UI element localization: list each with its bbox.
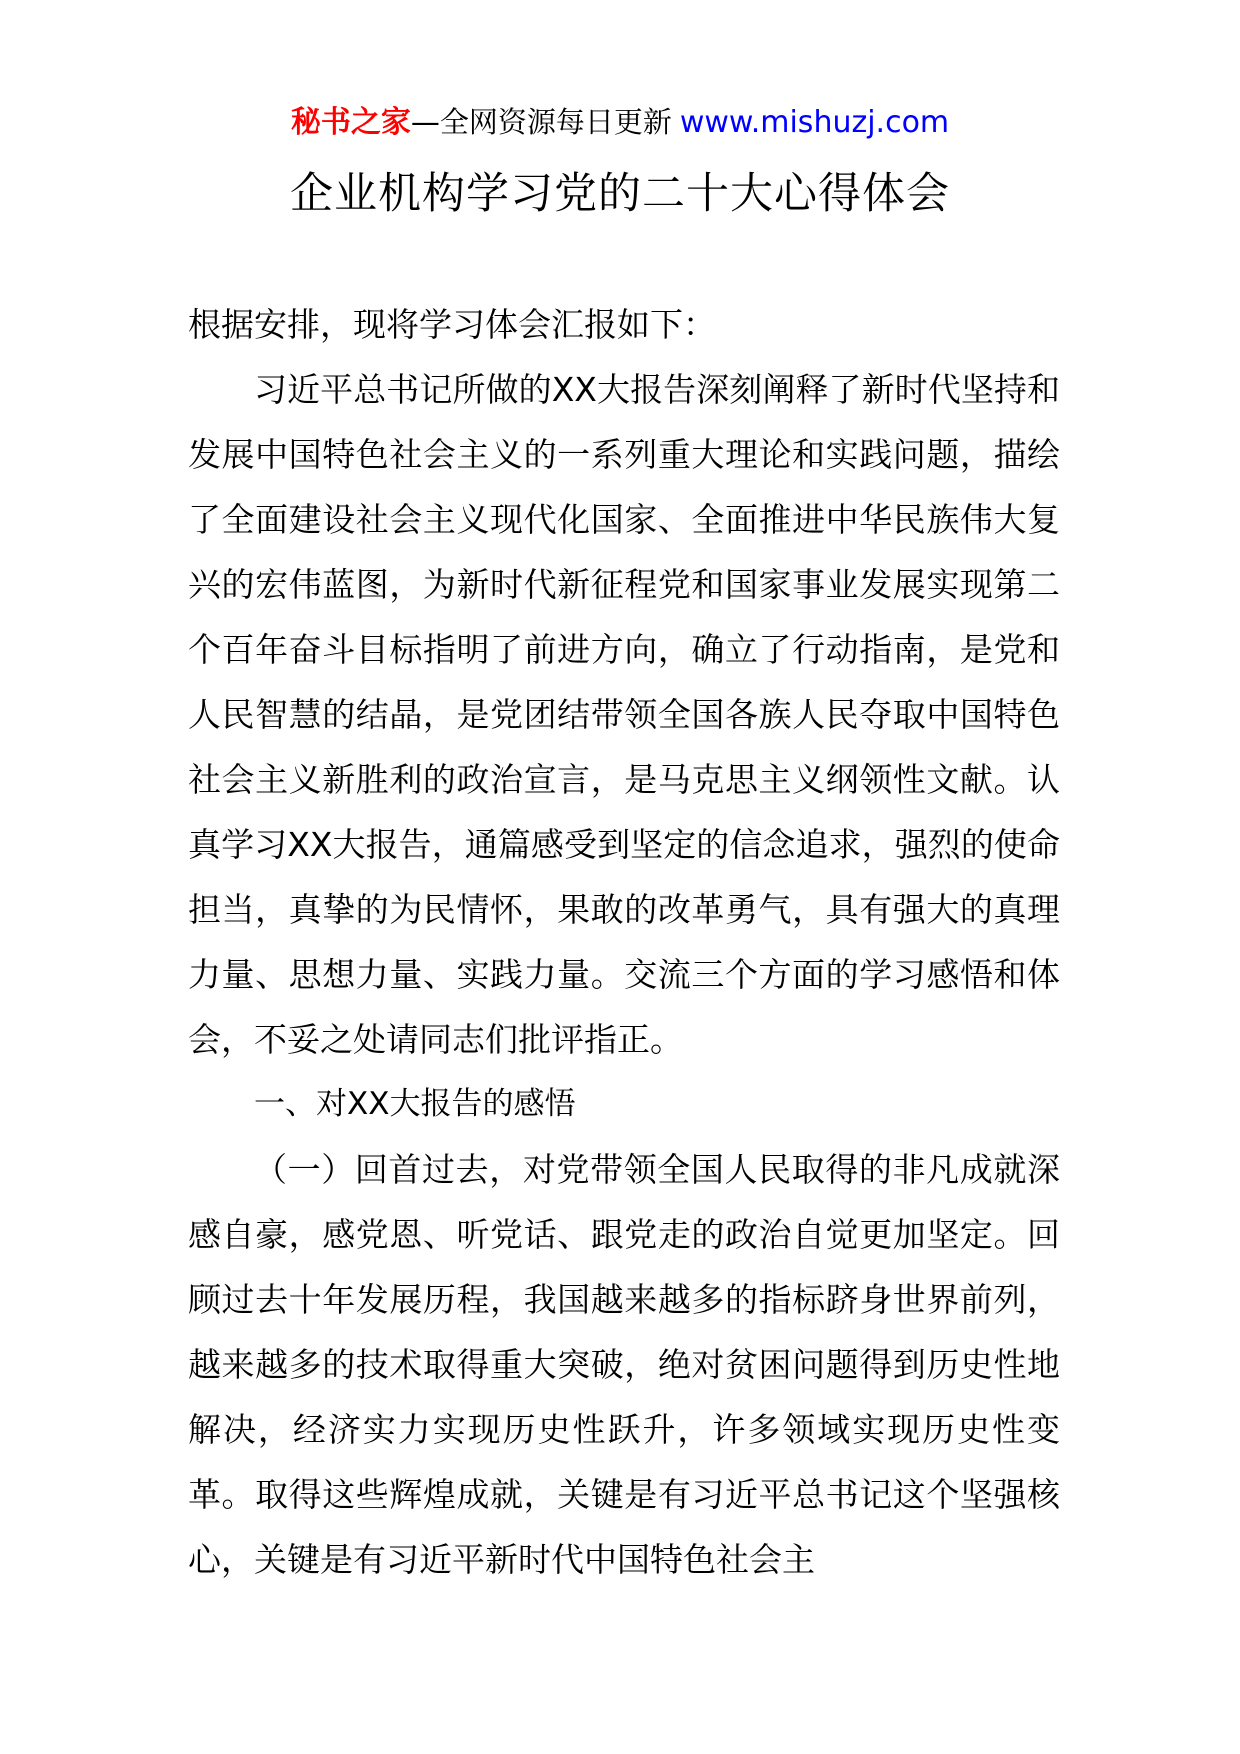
body-paragraph-1: 习近平总书记所做的XX大报告深刻阐释了新时代坚持和发展中国特色社会主义的一系列重大理论和实践问题，描绘了全面建设社会主义现代化国家、全面推进中华民族伟大复兴的宏伟蓝图，为新时代新征程党和国家事业发展实现第二个百年奋斗目标指明了前进方向，确立了行动指南，是党和人民智慧的结晶，是党团结带领全国各族人民夺取中国特色社会主义新胜利的政治宣言，是马克思主义纲领性文献。认真学习XX大报告，通篇感受到坚定的信念追求，强烈的使命担当，真挚的为民情怀，果敢的改革勇气，具有强大的真理力量、思想力量、实践力量。交流三个方面的学习感悟和体会，不妥之处请同志们批评指正。 bbox=[188, 370, 1060, 1059]
document-title: 企业机构学习党的二十大心得体会 bbox=[290, 169, 950, 219]
body-paragraph-2: （一）回首过去，对党带领全国人民取得的非凡成就深感自豪，感党恩、听党话、跟党走的政治自觉更加坚定。回顾过去十年发展历程，我国越来越多的指标跻身世界前列，越来越多的技术取得重大突破，绝对贫困问题得到历史性地解决，经济实力实现历史性跃升，许多领域实现历史性变革。取得这些辉煌成就，关键是有习近平总书记这个坚强核心，关键是有习近平新时代中国特色社会主 bbox=[188, 1150, 1060, 1579]
section-heading-1: 一、对XX大报告的感悟 bbox=[254, 1086, 576, 1122]
brand-name: 秘书之家 bbox=[290, 105, 411, 140]
site-header bbox=[0, 102, 1240, 143]
document-body bbox=[188, 292, 1060, 1592]
intro-paragraph: 根据安排，现将学习体会汇报如下： bbox=[188, 305, 716, 344]
header-slogan: —全网资源每日更新 bbox=[410, 105, 672, 139]
site-url-link[interactable]: www.mishuzj.com bbox=[679, 105, 950, 140]
